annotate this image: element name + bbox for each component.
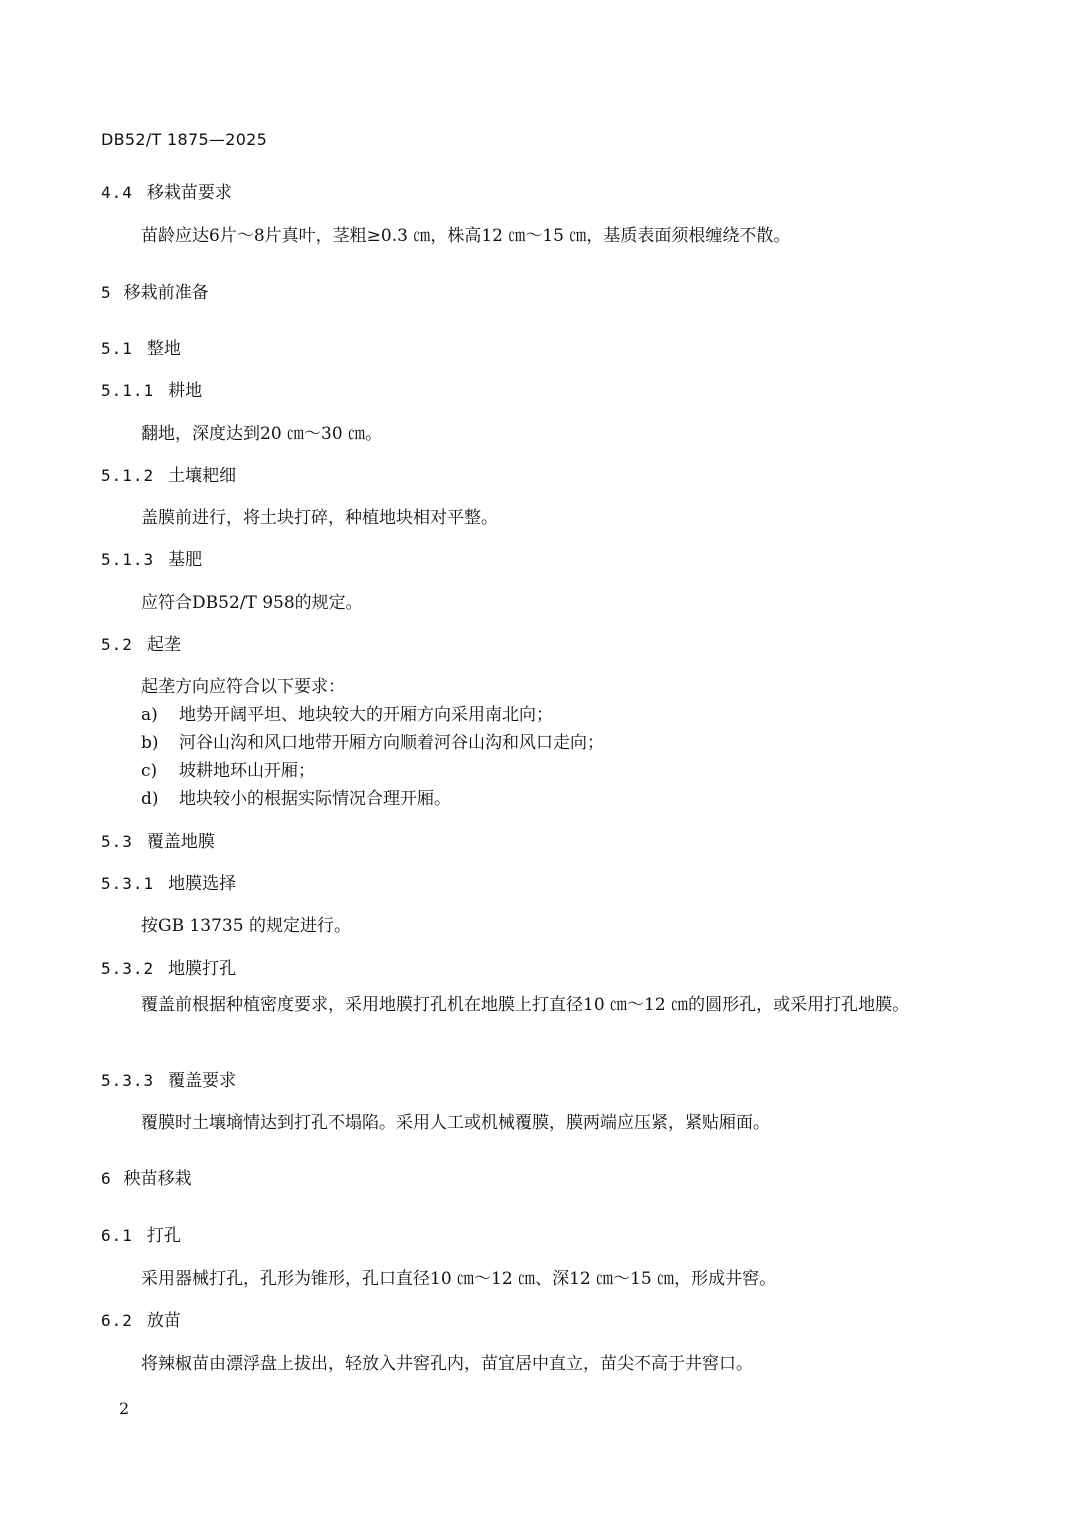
paragraph-5-1-2: 盖膜前进行，将土块打碎，种植地块相对平整。 — [141, 508, 498, 528]
list-item — [141, 700, 553, 725]
list-item — [141, 784, 451, 809]
heading-number: 5 — [101, 283, 112, 302]
heading-6 — [101, 1164, 192, 1189]
heading-number: 6 — [101, 1169, 112, 1188]
heading-5-1-1 — [101, 376, 202, 401]
list-marker: d) — [141, 789, 159, 809]
heading-5-2 — [101, 630, 181, 655]
list-item-text: 坡耕地环山开厢； — [179, 761, 315, 781]
heading-title: 耕地 — [168, 381, 203, 401]
heading-number: 5.1 — [101, 339, 133, 358]
heading-title: 打孔 — [146, 1226, 181, 1246]
list-item — [141, 756, 315, 781]
heading-title: 起垄 — [146, 635, 181, 655]
heading-title: 覆盖地膜 — [146, 832, 215, 852]
list-item-text: 地块较小的根据实际情况合理开厢。 — [179, 789, 451, 809]
heading-5-3-2 — [101, 954, 236, 979]
heading-number: 6.1 — [101, 1226, 133, 1245]
list-item — [141, 728, 604, 753]
list-marker: a) — [141, 705, 158, 725]
paragraph-5-3-1: 按GB 13735 的规定进行。 — [141, 916, 351, 936]
paragraph-4-4: 苗龄应达6片～8片真叶，茎粗≥0.3 ㎝，株高12 ㎝～15 ㎝，基质表面须根缠绕不散。 — [141, 226, 791, 246]
paragraph-6-2: 将辣椒苗由漂浮盘上拔出，轻放入井窖孔内，苗宜居中直立，苗尖不高于井窖口。 — [141, 1354, 753, 1374]
paragraph-6-1: 采用器械打孔，孔形为锥形，孔口直径10 ㎝～12 ㎝、深12 ㎝～15 ㎝，形成井窖。 — [141, 1269, 777, 1289]
heading-number: 4.4 — [101, 183, 133, 202]
heading-number: 5.2 — [101, 635, 133, 654]
paragraph-5-3-2: 覆盖前根据种植密度要求，采用地膜打孔机在地膜上打直径10 ㎝～12 ㎝的圆形孔，或采用打孔地膜。 — [141, 995, 910, 1015]
heading-5-1-3 — [101, 545, 202, 570]
list-item-text: 河谷山沟和风口地带开厢方向顺着河谷山沟和风口走向； — [179, 733, 604, 753]
heading-title: 地膜打孔 — [168, 959, 237, 979]
page-number: 2 — [119, 1399, 130, 1418]
heading-6-1 — [101, 1221, 181, 1246]
heading-title: 放苗 — [146, 1311, 181, 1331]
paragraph-5-1-1: 翻地，深度达到20 ㎝～30 ㎝。 — [141, 424, 383, 444]
heading-title: 覆盖要求 — [168, 1071, 237, 1091]
heading-5-1 — [101, 334, 181, 359]
heading-title: 移栽前准备 — [123, 283, 209, 303]
heading-number: 6.2 — [101, 1311, 133, 1330]
heading-number: 5.3 — [101, 832, 133, 851]
heading-title: 秧苗移栽 — [123, 1169, 192, 1189]
heading-number: 5.1.3 — [101, 550, 155, 569]
heading-title: 地膜选择 — [168, 874, 237, 894]
heading-title: 移栽苗要求 — [146, 183, 232, 203]
paragraph-5-3-3: 覆膜时土壤墒情达到打孔不塌陷。采用人工或机械覆膜，膜两端应压紧，紧贴厢面。 — [141, 1113, 770, 1133]
heading-6-2 — [101, 1306, 181, 1331]
heading-number: 5.3.2 — [101, 959, 155, 978]
paragraph-5-2: 起垄方向应符合以下要求： — [141, 677, 345, 697]
heading-number: 5.1.1 — [101, 381, 155, 400]
heading-title: 土壤耙细 — [168, 466, 237, 486]
document-code: DB52/T 1875—2025 — [101, 130, 268, 149]
heading-5-3-3 — [101, 1066, 236, 1091]
paragraph-5-1-3: 应符合DB52/T 958的规定。 — [141, 593, 363, 613]
heading-number: 5.3.3 — [101, 1071, 155, 1090]
heading-5 — [101, 278, 209, 303]
heading-5-1-2 — [101, 461, 236, 486]
heading-title: 基肥 — [168, 550, 203, 570]
heading-4-4 — [101, 178, 232, 203]
heading-number: 5.1.2 — [101, 466, 155, 485]
heading-5-3-1 — [101, 869, 236, 894]
list-marker: b) — [141, 733, 159, 753]
heading-5-3 — [101, 827, 215, 852]
heading-number: 5.3.1 — [101, 874, 155, 893]
list-marker: c) — [141, 761, 158, 781]
heading-title: 整地 — [146, 339, 181, 359]
list-item-text: 地势开阔平坦、地块较大的开厢方向采用南北向； — [179, 705, 553, 725]
